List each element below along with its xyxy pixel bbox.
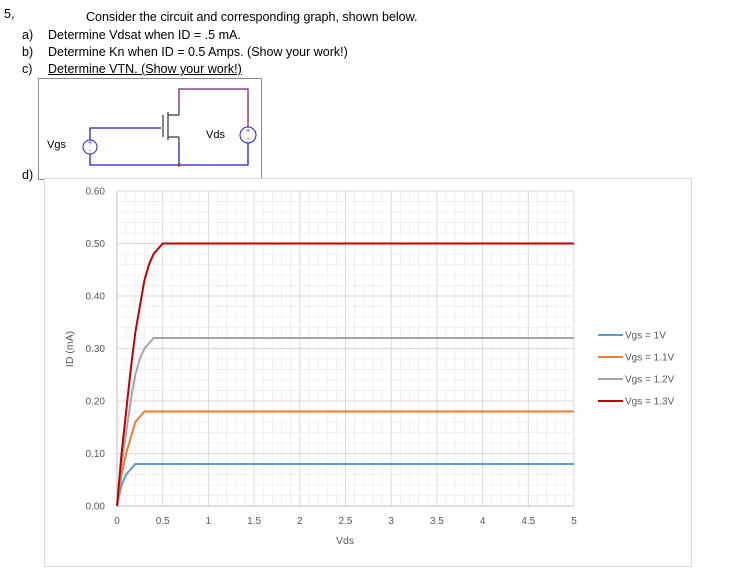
x-tick-label: 3.5 [429, 516, 444, 527]
y-tick-label: 0.40 [85, 291, 105, 303]
vds-source-icon [240, 127, 256, 143]
mosfet-icon [163, 107, 179, 145]
x-tick-label: 0.5 [155, 516, 170, 527]
circuit-schematic [39, 79, 261, 179]
circuit-diagram [38, 78, 262, 180]
y-tick-label: 0.30 [85, 344, 105, 355]
x-tick-label: 5 [571, 516, 577, 527]
vgs-source-icon [83, 140, 97, 155]
y-axis-label: ID (mA) [64, 330, 76, 368]
x-tick-label: 1 [205, 516, 212, 527]
legend-label: Vgs = 1.1V [625, 352, 675, 364]
x-tick-label: 1.5 [247, 516, 262, 527]
problem-intro: Consider the circuit and corresponding graph, shown below. [86, 10, 418, 24]
part-b-letter: b) [22, 45, 34, 59]
y-tick-label: 0.20 [85, 396, 105, 408]
part-c-letter: c) [22, 62, 33, 76]
id-vds-chart [44, 178, 692, 567]
part-b-text: Determine Kn when ID = 0.5 Amps. (Show your work!) [48, 45, 348, 59]
svg-text:-: - [88, 148, 92, 155]
x-tick-label: 4 [479, 516, 486, 527]
chart-ticks [86, 187, 578, 528]
x-tick-label: 4.5 [521, 516, 536, 527]
x-tick-label: 3 [388, 516, 394, 527]
chart-legend [598, 331, 675, 408]
vds-label: Vds [206, 129, 225, 141]
legend-label: Vgs = 1V [625, 330, 666, 342]
ground-node-icon [177, 163, 180, 166]
part-a-text: Determine Vdsat when ID = .5 mA. [48, 28, 241, 42]
y-tick-label: 0.10 [85, 449, 105, 460]
legend-label: Vgs = 1.2V [625, 374, 675, 386]
part-c-text: Determine VTN. (Show your work!) [48, 62, 242, 76]
y-tick-label: 0.50 [85, 239, 105, 250]
legend-label: Vgs = 1.3V [625, 396, 675, 408]
chart-grid [117, 191, 574, 506]
y-tick-label: 0.00 [85, 501, 105, 513]
part-d-letter: d) [22, 168, 34, 182]
svg-text:+: + [87, 140, 93, 147]
part-a-letter: a) [22, 28, 34, 42]
problem-number: 5, [4, 7, 15, 21]
source-wire [179, 143, 248, 165]
x-tick-label: 0 [114, 516, 120, 527]
svg-text:-: - [246, 136, 250, 143]
gate-wire [90, 128, 161, 140]
vgs-ground-wire [90, 154, 179, 165]
x-axis-label: Vds [335, 535, 355, 547]
chart-plot [45, 179, 691, 566]
vgs-label: Vgs [47, 139, 66, 151]
y-tick-label: 0.60 [85, 186, 105, 198]
x-tick-label: 2.5 [338, 516, 353, 527]
svg-text:+: + [245, 128, 251, 135]
drain-wire [179, 89, 248, 127]
x-tick-label: 2 [297, 516, 303, 527]
